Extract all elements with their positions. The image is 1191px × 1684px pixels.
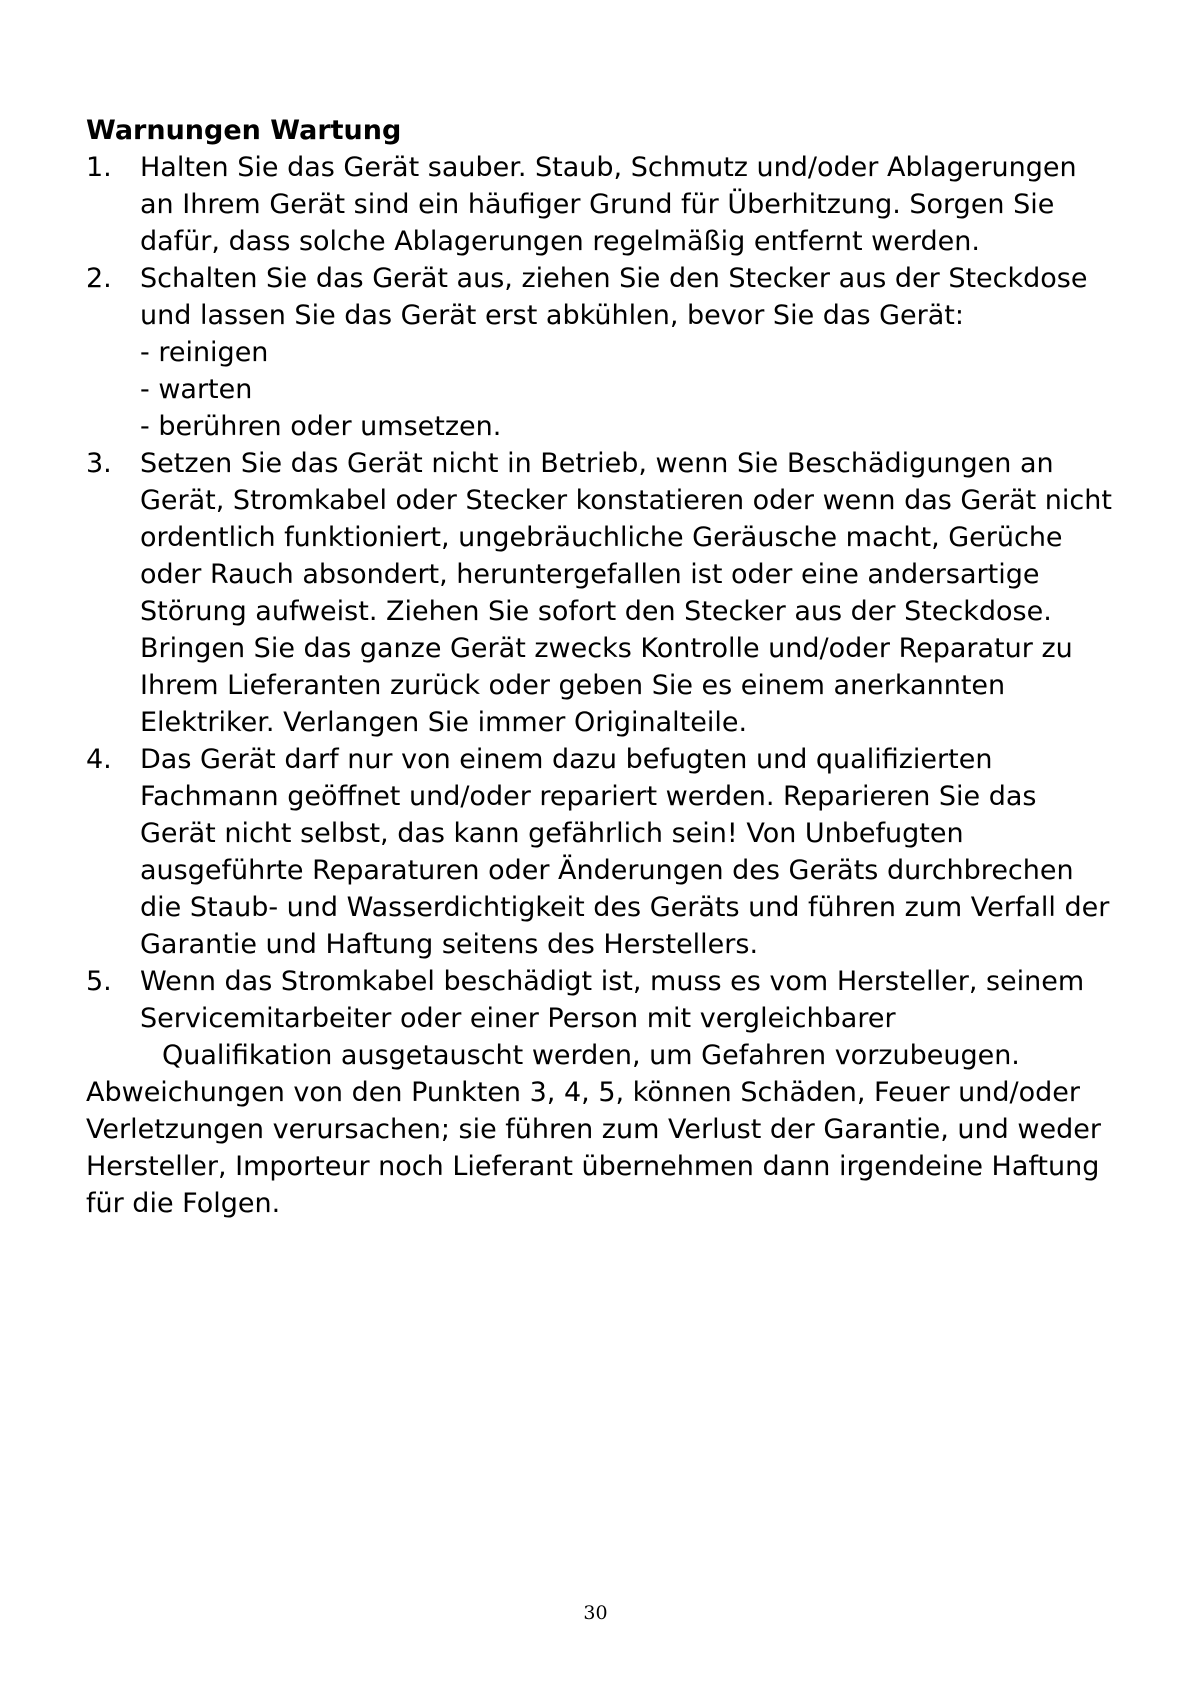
list-item-1	[86, 149, 1116, 260]
list-item-number: 1.	[86, 152, 112, 183]
maintenance-warning-list	[86, 149, 1116, 1074]
list-item-number: 2.	[86, 263, 112, 294]
list-item-number: 5.	[86, 966, 112, 997]
list-item-4	[86, 741, 1116, 963]
list-item-text-indented: Qualifikation ausgetauscht werden, um Gefahren vorzubeugen.	[162, 1040, 1020, 1071]
list-item-text: Setzen Sie das Gerät nicht in Betrieb, wenn Sie Beschädigungen an Gerät, Stromkabel oder Stecker konstatieren oder wenn das Gerät nicht ordentlich funktioniert, ungebräuchliche Geräusche macht, Gerüche oder Rauch absondert, heruntergefallen ist oder eine andersartige Störung aufweist. Ziehen Sie sofort den Stecker aus der Steckdose. Bringen Sie das ganze Gerät zwecks Kontrolle und/oder Reparatur zu Ihrem Lieferanten zurück oder geben Sie es einem anerkannten Elektriker. Verlangen Sie immer Originalteile.	[140, 448, 1112, 738]
list-item-content	[140, 963, 1116, 1074]
list-item-5	[86, 963, 1116, 1074]
list-item-number: 3.	[86, 448, 112, 479]
list-item-2	[86, 260, 1116, 445]
closing-paragraph: Abweichungen von den Punkten 3, 4, 5, können Schäden, Feuer und/oder Verletzungen verursachen; sie führen zum Verlust der Garantie, und weder Hersteller, Importeur noch Lieferant übernehmen dann irgendeine Haftung für die Folgen.	[86, 1077, 1101, 1219]
list-item-3	[86, 445, 1116, 741]
sub-list-item-cleaning: - reinigen	[140, 337, 269, 368]
section-heading: Warnungen Wartung	[86, 115, 402, 146]
sub-list	[140, 334, 1116, 445]
list-item-text: Schalten Sie das Gerät aus, ziehen Sie den Stecker aus der Steckdose und lassen Sie das Gerät erst abkühlen, bevor Sie das Gerät:	[140, 263, 1088, 331]
list-item-content	[140, 260, 1116, 445]
list-item-text: Halten Sie das Gerät sauber. Staub, Schmutz und/oder Ablagerungen an Ihrem Gerät sind ein häufiger Grund für Überhitzung. Sorgen Sie dafür, dass solche Ablagerungen regelmäßig entfernt werden.	[140, 152, 1077, 257]
sub-list-item-servicing: - warten	[140, 374, 253, 405]
sub-list-item-touching: - berühren oder umsetzen.	[140, 411, 502, 442]
document-body	[86, 112, 1116, 1222]
list-item-text: Das Gerät darf nur von einem dazu befugten und qualifizierten Fachmann geöffnet und/oder repariert werden. Reparieren Sie das Gerät nicht selbst, das kann gefährlich sein! Von Unbefugten ausgeführte Reparaturen oder Änderungen des Geräts durchbrechen die Staub- und Wasserdichtigkeit des Geräts und führen zum Verfall der Garantie und Haftung seitens des Herstellers.	[140, 744, 1110, 960]
page-number: 30	[583, 1602, 608, 1624]
list-item-number: 4.	[86, 744, 112, 775]
list-item-text: Wenn das Stromkabel beschädigt ist, muss es vom Hersteller, seinem Servicemitarbeiter oder einer Person mit vergleichbarer	[140, 966, 1085, 1034]
